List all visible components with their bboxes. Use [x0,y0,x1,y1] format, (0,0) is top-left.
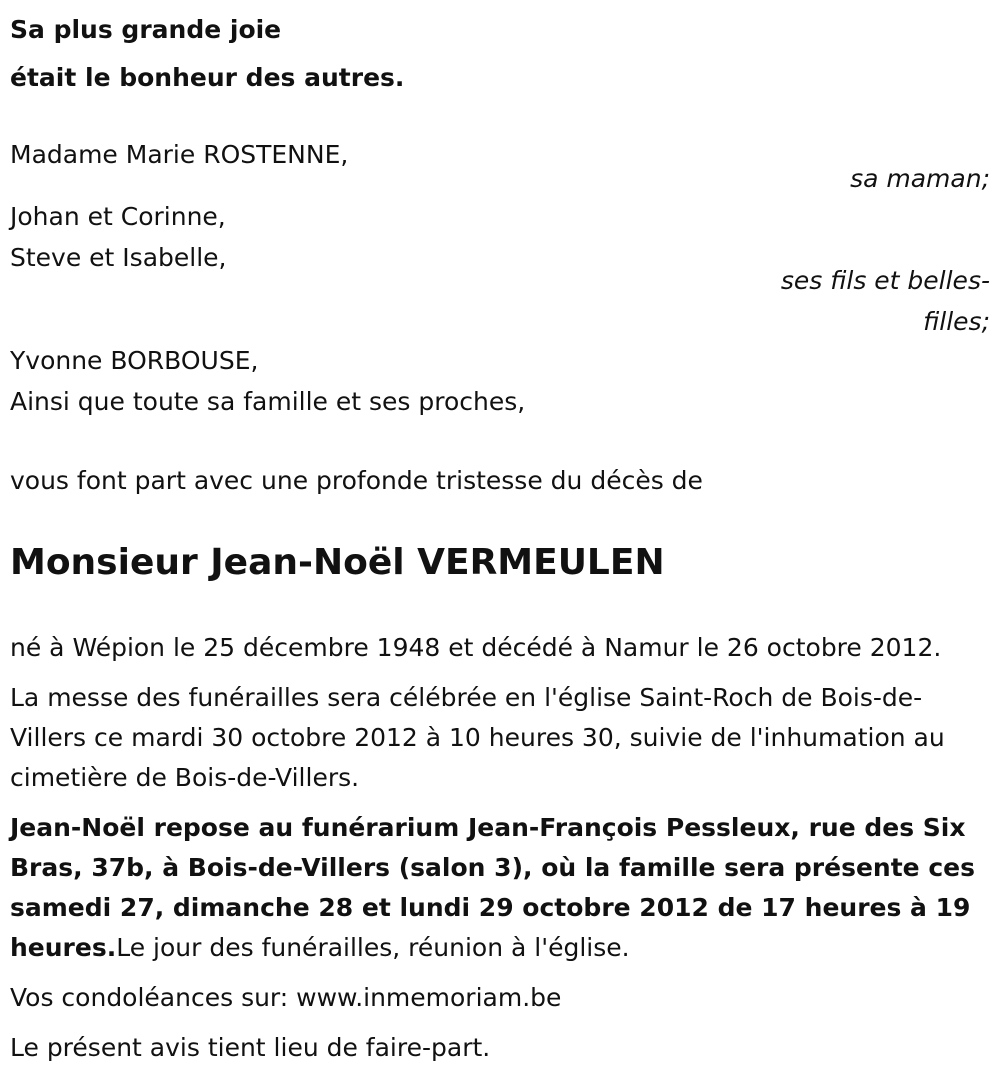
visitation-line-4 [10,928,992,968]
visitation-line-4-bold: heures. [10,933,117,962]
epigraph-line-1: Sa plus grande joie [10,15,282,44]
son-2: Steve et Isabelle, [10,243,227,272]
son-1: Johan et Corinne, [10,202,226,231]
family-others [10,340,990,422]
visitation-line-3: samedi 27, dimanche 28 et lundi 29 octobre 2012 de 17 heures à 19 [10,893,971,922]
deceased-name: Monsieur Jean-Noël VERMEULEN [10,542,665,583]
visitation-line-1: Jean-Noël repose au funérarium Jean-François Pessleux, rue des Six [10,813,966,842]
announcement: vous font part avec une profonde tristesse du décès de [10,466,703,495]
visitation-line-4-normal: Le jour des funérailles, réunion à l'église. [116,933,630,962]
notice-paragraph [10,1028,992,1068]
birth-death: né à Wépion le 25 décembre 1948 et décédé à Namur le 26 octobre 2012. [10,633,942,662]
other-1: Yvonne BORBOUSE, [10,346,259,375]
mother-role-block [10,158,990,199]
epigraph-line-2: était le bonheur des autres. [10,63,405,92]
visitation-paragraph [10,808,992,968]
funeral-line-2: Villers ce mardi 30 octobre 2012 à 10 heures 30, suivie de l'inhumation au [10,723,945,752]
funeral-line-3: cimetière de Bois-de-Villers. [10,763,360,792]
birth-death-paragraph [10,628,992,668]
funeral-line-1: La messe des funérailles sera célébrée en l'église Saint-Roch de Bois-de- [10,683,923,712]
announcement-block [10,460,990,501]
epigraph [10,6,404,102]
notice: Le présent avis tient lieu de faire-part. [10,1033,491,1062]
sons-role-line-2: filles; [923,307,990,336]
sons-role-line-1: ses fils et belles- [780,266,990,295]
condolences: Vos condoléances sur: www.inmemoriam.be [10,983,562,1012]
visitation-line-2: Bras, 37b, à Bois-de-Villers (salon 3), où la famille sera présente ces [10,853,975,882]
funeral-paragraph [10,678,992,798]
condolences-paragraph [10,978,992,1018]
mother-name: Madame Marie ROSTENNE, [10,140,349,169]
other-2: Ainsi que toute sa famille et ses proches, [10,387,526,416]
sons-role-block [10,260,990,342]
mother-role: sa maman; [850,164,990,193]
